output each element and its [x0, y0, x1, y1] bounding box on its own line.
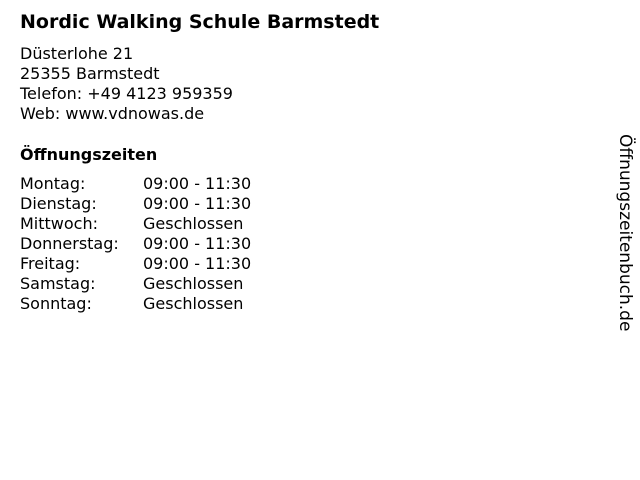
time-value: Geschlossen [143, 274, 244, 293]
day-label: Dienstag: [20, 194, 97, 213]
website: Web: www.vdnowas.de [20, 104, 205, 123]
hours-row-sunday [20, 294, 303, 314]
time-value: 09:00 - 11:30 [143, 234, 252, 253]
business-address [20, 44, 233, 124]
hours-row-thursday [20, 234, 303, 254]
hours-row-tuesday [20, 194, 303, 214]
day-label: Montag: [20, 174, 86, 193]
day-label: Mittwoch: [20, 214, 98, 233]
hours-row-saturday [20, 274, 303, 294]
opening-hours-table [20, 174, 303, 314]
day-label: Freitag: [20, 254, 81, 273]
brand-watermark: Öffnungszeitenbuch.de [615, 134, 635, 332]
opening-hours-heading: Öffnungszeiten [20, 145, 158, 164]
day-label: Samstag: [20, 274, 96, 293]
time-value: 09:00 - 11:30 [143, 174, 252, 193]
time-value: Geschlossen [143, 294, 244, 313]
street-address: Düsterlohe 21 [20, 44, 134, 63]
time-value: 09:00 - 11:30 [143, 194, 252, 213]
time-value: Geschlossen [143, 214, 244, 233]
phone-number: Telefon: +49 4123 959359 [20, 84, 233, 103]
business-name: Nordic Walking Schule Barmstedt [20, 11, 380, 33]
time-value: 09:00 - 11:30 [143, 254, 252, 273]
hours-row-wednesday [20, 214, 303, 234]
day-label: Donnerstag: [20, 234, 119, 253]
hours-row-friday [20, 254, 303, 274]
city-postal-code: 25355 Barmstedt [20, 64, 160, 83]
day-label: Sonntag: [20, 294, 92, 313]
hours-row-monday [20, 174, 303, 194]
